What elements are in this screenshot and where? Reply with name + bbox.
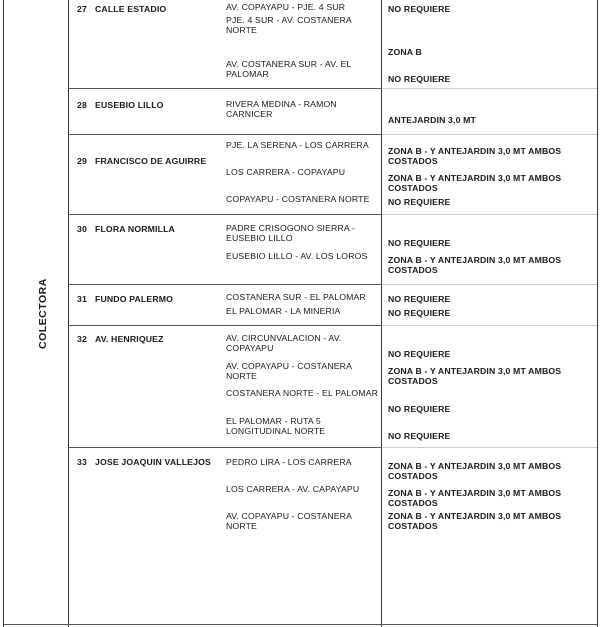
row-separator xyxy=(382,447,597,448)
requirement-text: ZONA B - Y ANTEJARDIN 3,0 MT AMBOS COSTADOS xyxy=(388,461,562,482)
row-number: 28 xyxy=(77,100,87,110)
requirement-text: ANTEJARDIN 3,0 MT xyxy=(388,115,476,125)
segment-text: COSTANERA SUR - EL PALOMAR xyxy=(226,292,366,302)
segment-text: LOS CARRERA - AV. CAPAYAPU xyxy=(226,484,360,494)
segment-text: PJE. 4 SUR - AV. COSTANERA NORTE xyxy=(226,15,352,36)
requirement-text: ZONA B - Y ANTEJARDIN 3,0 MT AMBOS COSTADOS xyxy=(388,146,562,167)
street-name: FLORA NORMILLA xyxy=(95,224,175,234)
requirement-text: ZONA B - Y ANTEJARDIN 3,0 MT AMBOS COSTADOS xyxy=(388,173,562,194)
segment-text: AV. CIRCUNVALACION - AV. COPAYAPU xyxy=(226,333,342,354)
requirement-text: NO REQUIERE xyxy=(388,197,451,207)
row-separator xyxy=(382,88,597,89)
requirement-text: NO REQUIERE xyxy=(388,238,451,248)
requirement-text: ZONA B - Y ANTEJARDIN 3,0 MT AMBOS COSTADOS xyxy=(388,366,562,387)
row-number: 27 xyxy=(77,4,87,14)
segment-text: RIVERA MEDINA - RAMON CARNICER xyxy=(226,99,337,120)
row-separator xyxy=(68,325,382,326)
street-name: FRANCISCO DE AGUIRRE xyxy=(95,156,207,166)
regulation-table: COLECTORA 27 CALLE ESTADIO AV. COPAYAPU - PJE. 4 SUR PJE. 4 SUR - AV. COSTANERA NORTE AV. COSTANERA SUR - AV. EL PALOMAR NO REQUIERE ZONA B NO REQUIERE 28 EUSEBIO LILLO RIVERA MEDINA - RAMON CARNICER ANTEJARDIN 3,0 MT 29 FRANCISCO DE AGUIRRE PJE. LA SERENA - LOS CARRERA LOS CARRERA - COPAYAPU COPAYAPU - COSTANERA NORTE ZONA B - Y ANTEJARDIN 3,0 MT AMBOS COSTADOS ZONA B - Y ANTEJARDIN 3,0 MT AMBOS COSTADOS NO REQUIERE 30 FLORA NORMILLA PADRE CRISOGONO SIERRA - EUSEBIO LILLO EUSEBIO LILLO - AV. LOS LOROS NO REQUIERE ZONA B - Y ANTEJARDIN 3,0 MT AMBOS COSTADOS 31 FUNDO PALERMO COSTANERA SUR - EL PALOMAR EL PALOMAR - LA MINERIA NO REQUIERE NO REQUIERE 32 AV. HENRIQUEZ AV. CIRCUNVALACION - AV. COPAYAPU AV. COPAYAPU - COSTANERA NORTE COSTANERA NORTE - EL PALOMAR EL PALOMAR - RUTA 5 LONGITUDINAL NORTE NO REQUIERE ZONA B - Y ANTEJARDIN 3,0 MT AMBOS COSTADOS NO REQUIERE NO REQUIERE 33 JOSE JOAQUIN VALLEJOS PEDRO LIRA - LOS CARRERA LOS CARRERA - AV. CAPAYAPU AV. COPAYAPU - COSTANERA NORTE ZONA B - Y ANTEJARDIN 3,0 MT AMBOS COSTADOS ZONA B - Y ANTEJARDIN 3,0 MT AMBOS COSTADOS ZONA B - Y ANTEJARDIN 3,0 MT AMBOS COSTADOS xyxy=(0,0,600,627)
segment-text: PEDRO LIRA - LOS CARRERA xyxy=(226,457,352,467)
segment-text: AV. COPAYAPU - PJE. 4 SUR xyxy=(226,2,346,12)
row-separator xyxy=(382,214,597,215)
segment-text: AV. COPAYAPU - COSTANERA NORTE xyxy=(226,361,352,382)
requirement-text: NO REQUIERE xyxy=(388,294,451,304)
row-number: 32 xyxy=(77,334,87,344)
segment-text: EL PALOMAR - RUTA 5 LONGITUDINAL NORTE xyxy=(226,416,326,437)
segment-text: AV. COSTANERA SUR - AV. EL PALOMAR xyxy=(226,59,352,80)
segment-text: EUSEBIO LILLO - AV. LOS LOROS xyxy=(226,251,368,261)
row-separator xyxy=(382,325,597,326)
street-name: EUSEBIO LILLO xyxy=(95,100,164,110)
row-number: 33 xyxy=(77,457,87,467)
segment-text: LOS CARRERA - COPAYAPU xyxy=(226,167,346,177)
requirement-text: NO REQUIERE xyxy=(388,308,451,318)
segment-text: AV. COPAYAPU - COSTANERA NORTE xyxy=(226,511,352,532)
row-separator xyxy=(68,447,382,448)
requirement-text: ZONA B - Y ANTEJARDIN 3,0 MT AMBOS COSTADOS xyxy=(388,255,562,276)
segment-text: COPAYAPU - COSTANERA NORTE xyxy=(226,194,370,204)
requirement-text: NO REQUIERE xyxy=(388,4,451,14)
requirement-text: NO REQUIERE xyxy=(388,74,451,84)
segment-text: EL PALOMAR - LA MINERIA xyxy=(226,306,341,316)
requirement-text: ZONA B - Y ANTEJARDIN 3,0 MT AMBOS COSTADOS xyxy=(388,511,562,532)
requirement-text: NO REQUIERE xyxy=(388,349,451,359)
table-border-bottom xyxy=(3,624,598,625)
row-separator xyxy=(382,134,597,135)
row-separator xyxy=(68,214,382,215)
requirement-text: ZONA B - Y ANTEJARDIN 3,0 MT AMBOS COSTADOS xyxy=(388,488,562,509)
row-separator xyxy=(68,134,382,135)
requirement-text: NO REQUIERE xyxy=(388,404,451,414)
table-border-left xyxy=(3,0,4,627)
street-name: AV. HENRIQUEZ xyxy=(95,334,164,344)
column-divider-category xyxy=(68,0,69,627)
row-number: 30 xyxy=(77,224,87,234)
row-separator xyxy=(68,284,382,285)
segment-text: PJE. LA SERENA - LOS CARRERA xyxy=(226,140,369,150)
row-separator xyxy=(382,284,597,285)
street-name: CALLE ESTADIO xyxy=(95,4,167,14)
row-number: 31 xyxy=(77,294,87,304)
row-number: 29 xyxy=(77,156,87,166)
segment-text: PADRE CRISOGONO SIERRA - EUSEBIO LILLO xyxy=(226,223,355,244)
row-separator xyxy=(68,88,382,89)
street-name: JOSE JOAQUIN VALLEJOS xyxy=(95,457,211,467)
segment-text: COSTANERA NORTE - EL PALOMAR xyxy=(226,388,379,398)
requirement-text: NO REQUIERE xyxy=(388,431,451,441)
requirement-text: ZONA B xyxy=(388,47,422,57)
street-name: FUNDO PALERMO xyxy=(95,294,174,304)
